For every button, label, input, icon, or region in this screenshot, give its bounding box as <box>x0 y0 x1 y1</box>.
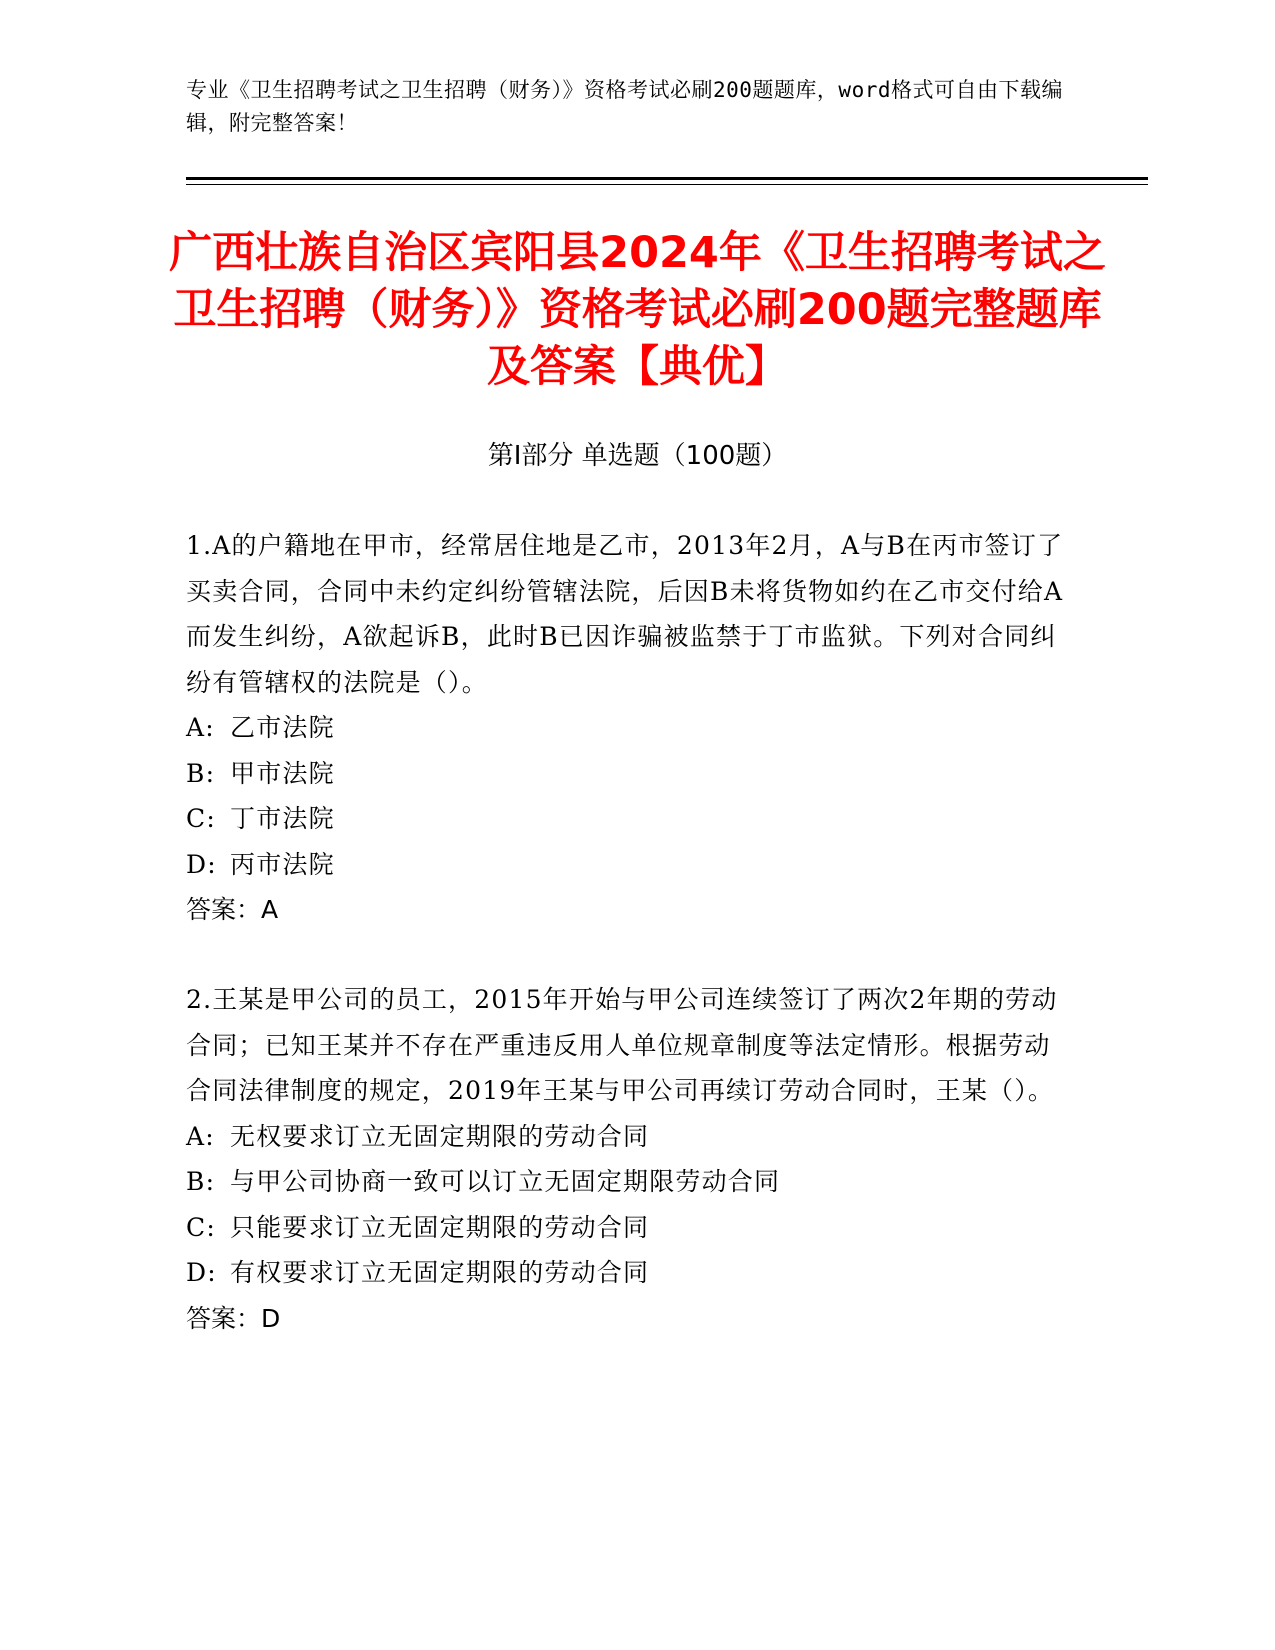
option-label: D: <box>186 849 217 879</box>
option-text: 丙市法院 <box>230 849 335 879</box>
document-title: 广西壮族自治区宾阳县2024年《卫生招聘考试之卫生招聘（财务）》资格考试必刷200题完整题库及答案【典优】 <box>169 228 1106 392</box>
answer: 答案：A <box>186 895 279 924</box>
option-b <box>186 751 1066 797</box>
option-c <box>186 1205 1066 1251</box>
option-text: 有权要求订立无固定期限的劳动合同 <box>230 1258 650 1287</box>
option-label: A: <box>186 1121 215 1151</box>
option-d <box>186 1250 1066 1296</box>
option-c <box>186 796 1066 842</box>
section-title: 第I部分 单选题（100题） <box>487 441 788 471</box>
option-text: 无权要求订立无固定期限的劳动合同 <box>230 1121 650 1151</box>
option-b <box>186 1159 1066 1205</box>
answer: 答案：D <box>186 1303 281 1333</box>
option-text: 与甲公司协商一致可以订立无固定期限劳动合同 <box>230 1167 781 1196</box>
option-label: C: <box>186 1212 216 1242</box>
question-2 <box>186 977 1066 1341</box>
option-d <box>186 842 1066 888</box>
question-stem: 2.王某是甲公司的员工，2015年开始与甲公司连续签订了两次2年期的劳动合同；已知王某并不存在严重违反用人单位规章制度等法定情形。根据劳动合同法律制度的规定，2019年王某与甲公司再续订劳动合同时，王某（）。 <box>186 985 1058 1105</box>
option-label: A: <box>186 713 215 742</box>
question-stem: 1.A的户籍地在甲市，经常居住地是乙市，2013年2月，A与B在丙市签订了买卖合同，合同中未约定纠纷管辖法院，后因B未将货物如约在乙市交付给A而发生纠纷，A欲起诉B，此时B已因诈骗被监禁于丁市监狱。下列对合同纠纷有管辖权的法院是（）。 <box>186 531 1064 697</box>
option-text: 甲市法院 <box>230 758 335 788</box>
option-label: B: <box>186 1167 216 1196</box>
question-1 <box>186 523 1066 933</box>
option-a <box>186 705 1066 751</box>
option-text: 乙市法院 <box>230 713 335 742</box>
option-label: D: <box>186 1258 217 1287</box>
option-label: C: <box>186 804 216 833</box>
option-text: 丁市法院 <box>230 804 335 833</box>
header-note: 专业《卫生招聘考试之卫生招聘（财务）》资格考试必刷200题题库，word格式可自由下载编辑，附完整答案！ <box>186 78 1063 135</box>
header-rule-thin <box>186 184 1148 185</box>
header-rule-thick <box>186 177 1148 180</box>
option-text: 只能要求订立无固定期限的劳动合同 <box>230 1212 650 1242</box>
option-label: B: <box>186 758 216 788</box>
option-a <box>186 1114 1066 1160</box>
